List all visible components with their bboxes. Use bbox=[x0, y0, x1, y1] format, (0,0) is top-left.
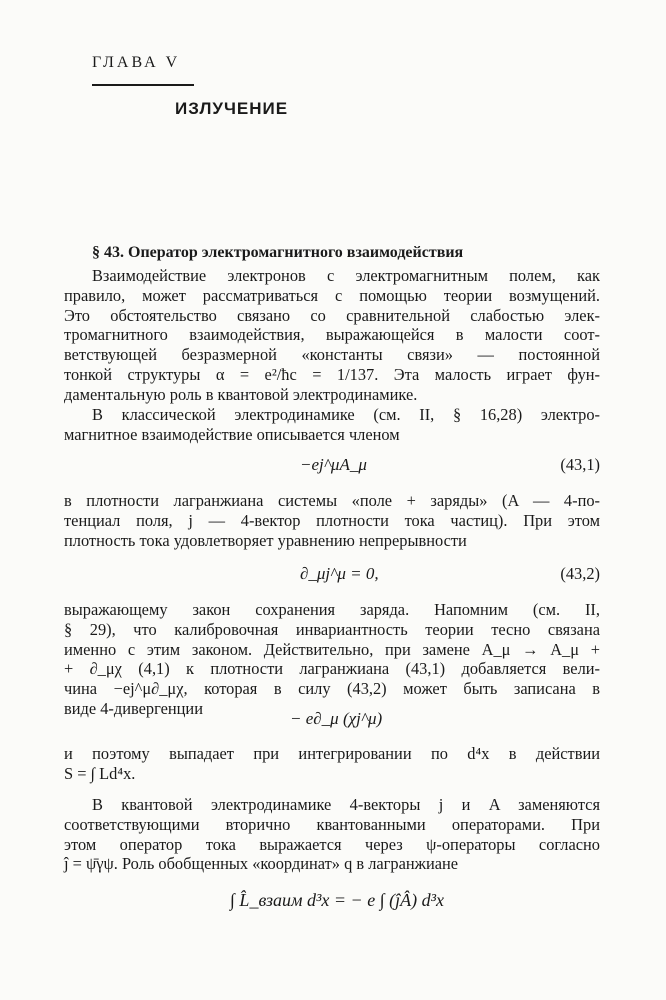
paragraph-2 bbox=[64, 405, 600, 445]
text-line: в плотности лагранжиана системы «поле + заряды» (A — 4-по- bbox=[64, 491, 600, 510]
text-line: ĵ = ψ̄γψ. Роль обобщенных «координат» q в лагранжиане bbox=[64, 854, 459, 874]
paragraph-3 bbox=[64, 491, 600, 550]
text-line: соответствующими вторично квантованными операторами. При bbox=[64, 814, 600, 834]
text-line: магнитное взаимодействие описывается членом bbox=[64, 424, 400, 444]
text-line: и поэтому выпадает при интегрировании по d⁴x в действии bbox=[64, 744, 600, 763]
text-line: плотность тока удовлетворяет уравнению непрерывности bbox=[64, 530, 467, 550]
equation-divergence: − e∂_μ (χj^μ) bbox=[290, 709, 383, 728]
text-line: ветствующей безразмерной «константы связи» — постоянной bbox=[64, 345, 600, 365]
text-line: даментальную роль в квантовой электродинамике. bbox=[64, 384, 418, 404]
text-line: + ∂_μχ (4,1) к плотности лагранжиана (43,1) добавляется вели- bbox=[64, 659, 600, 679]
text-line: тенциал поля, j — 4-вектор плотности тока частиц). При этом bbox=[64, 510, 600, 530]
text-line: Взаимодействие электронов с электромагнитным полем, как bbox=[92, 266, 600, 285]
equation-43-1: −ej^μA_μ bbox=[300, 455, 367, 474]
text-line: этом оператор тока выражается через ψ-операторы согласно bbox=[64, 834, 600, 854]
chapter-title: ИЗЛУЧЕНИЕ bbox=[175, 99, 289, 118]
text-line: виде 4-дивергенции bbox=[64, 698, 203, 718]
paragraph-6 bbox=[64, 795, 600, 874]
equation-number-43-2: (43,2) bbox=[560, 564, 600, 583]
chapter-divider bbox=[92, 84, 194, 86]
text-line: В квантовой электродинамике 4-векторы j и A заменяются bbox=[92, 795, 600, 814]
equation-43-2: ∂_μj^μ = 0, bbox=[300, 564, 379, 583]
paragraph-5 bbox=[64, 744, 600, 784]
text-line: Это обстоятельство связано со сравнительной слабостью элек- bbox=[64, 305, 600, 325]
text-line: В классической электродинамике (см. II, § 16,28) электро- bbox=[92, 405, 600, 424]
equation-interaction-lagrangian: ∫ L̂_взаим d³x = − e ∫ (ĵÂ) d³x bbox=[230, 890, 444, 910]
text-line: тромагнитного взаимодействия, выражающейся в малости соот- bbox=[64, 325, 600, 345]
paragraph-4 bbox=[64, 600, 600, 719]
text-line: тонкой структуры α = e²/ħc = 1/137. Эта малость играет фун- bbox=[64, 364, 600, 384]
text-line: правило, может рассматриваться с помощью теории возмущений. bbox=[64, 285, 600, 305]
text-line: выражающему закон сохранения заряда. Напомним (см. II, bbox=[64, 600, 600, 619]
chapter-label: ГЛАВА V bbox=[92, 54, 181, 71]
section-heading: § 43. Оператор электромагнитного взаимодействия bbox=[92, 244, 464, 261]
text-line: чина −ej^μ∂_μχ, которая в силу (43,2) может быть записана в bbox=[64, 679, 600, 699]
text-line: § 29), что калибровочная инвариантность теории тесно связана bbox=[64, 619, 600, 639]
text-line: S = ∫ Ld⁴x. bbox=[64, 763, 136, 783]
text-line: именно с этим законом. Действительно, при замене A_μ → A_μ + bbox=[64, 639, 600, 659]
paragraph-1 bbox=[64, 266, 600, 405]
equation-number-43-1: (43,1) bbox=[560, 455, 600, 474]
